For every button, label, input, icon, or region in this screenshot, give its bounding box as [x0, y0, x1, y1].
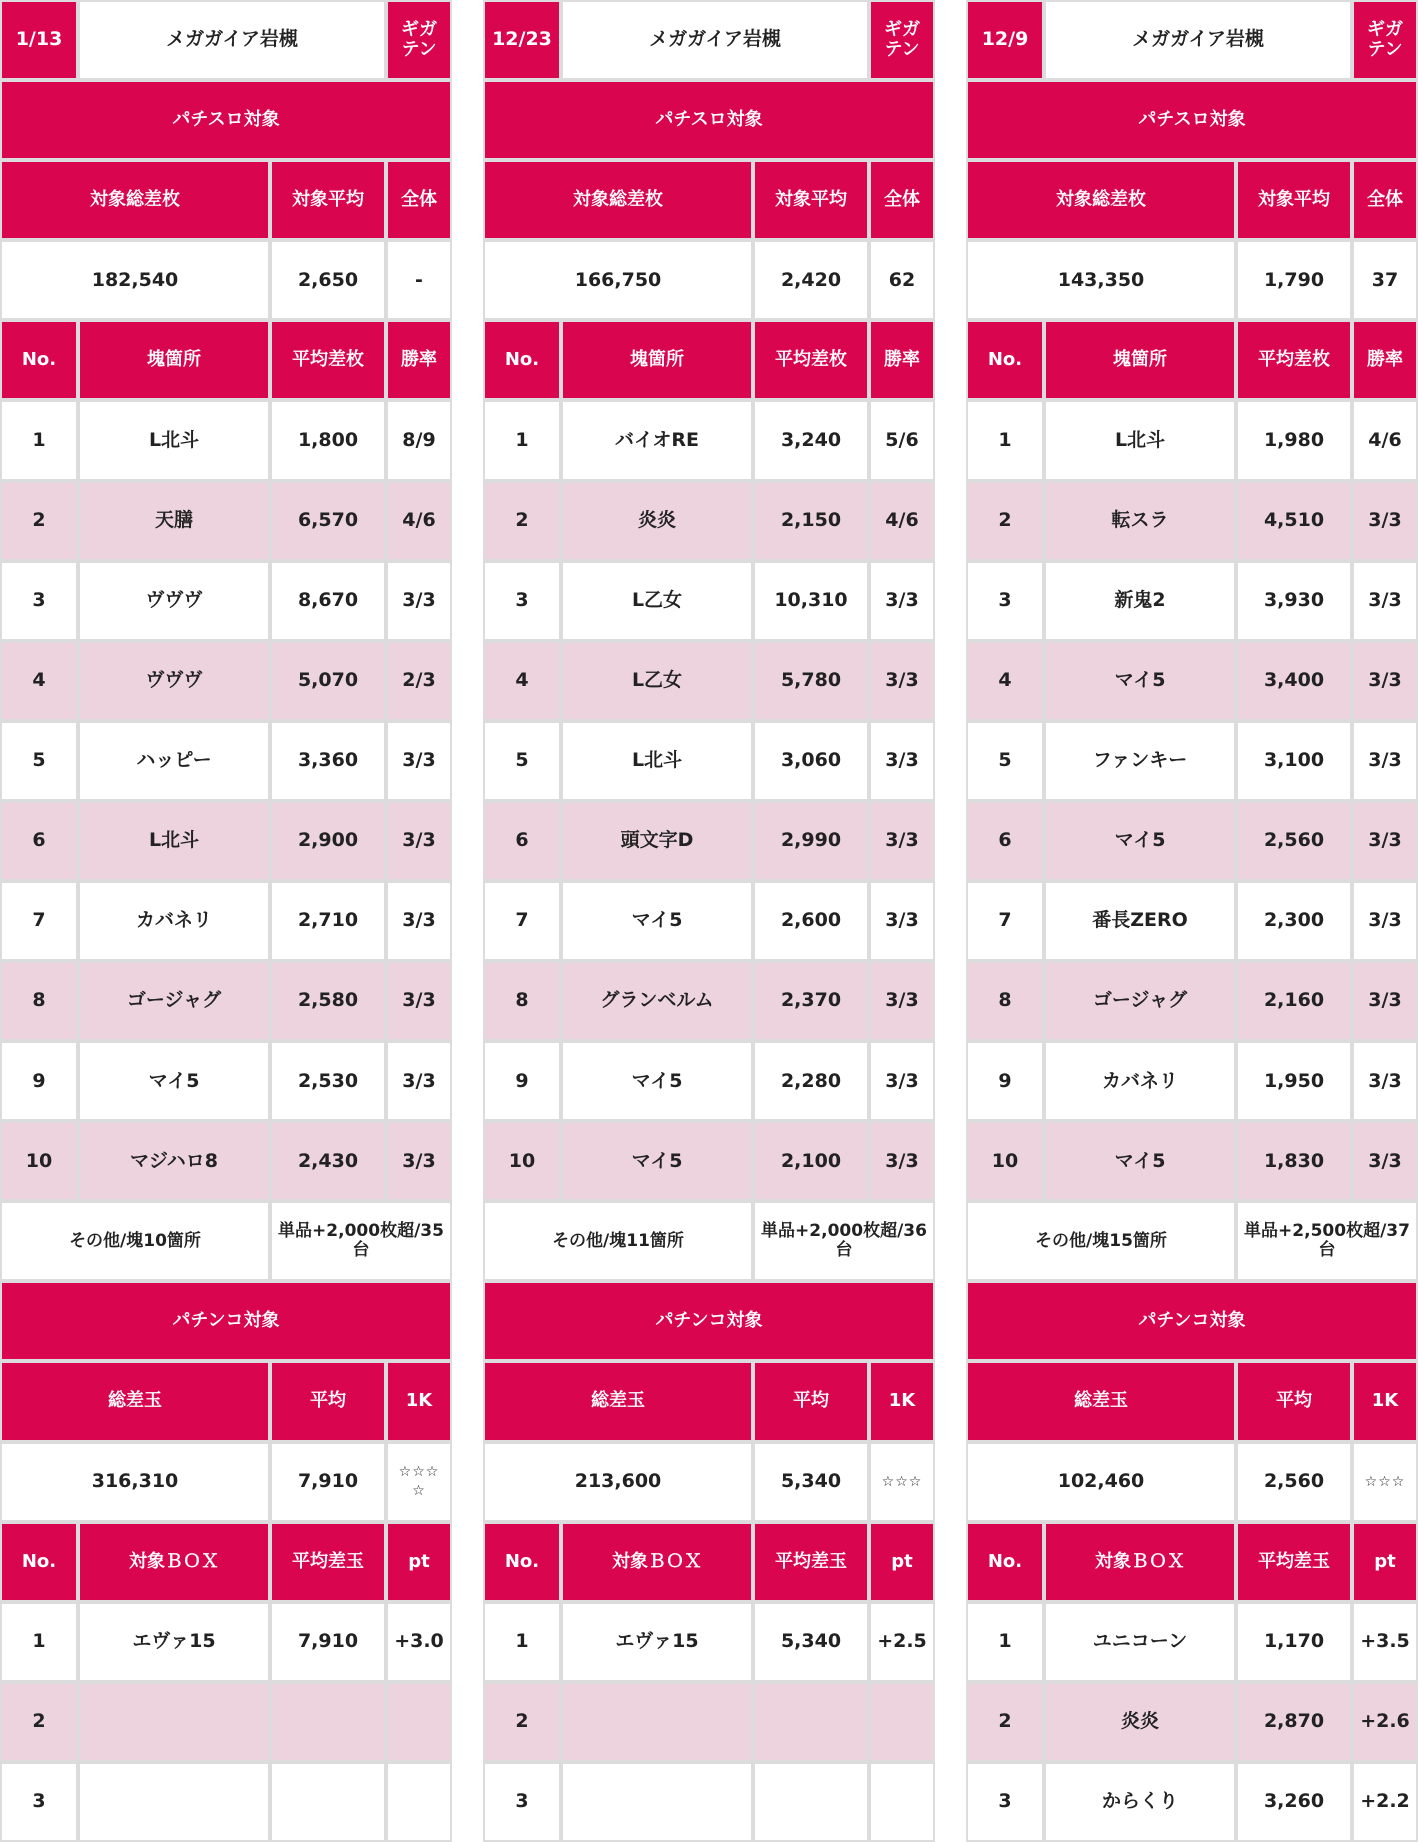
- pachinko-col-pt: pt: [1354, 1524, 1416, 1600]
- slot-row-machine: マイ5: [1046, 1123, 1234, 1199]
- slot-row-avg: 3,100: [1238, 723, 1350, 799]
- slot-row-no: 9: [968, 1043, 1042, 1119]
- slot-row-rate: 3/3: [388, 563, 450, 639]
- slot-row-avg: 1,800: [272, 402, 384, 478]
- slot-row-avg: 3,240: [755, 402, 867, 478]
- single-units-note: 単品+2,000枚超/36台: [755, 1203, 933, 1279]
- pachinko-row-no: 3: [2, 1764, 76, 1840]
- slot-row-rate: 3/3: [388, 883, 450, 959]
- slot-row-rate: 3/3: [871, 563, 933, 639]
- pachinko-col-box: 対象ＢＯＸ: [563, 1524, 751, 1600]
- slot-row-machine: マイ5: [1046, 803, 1234, 879]
- slot-col-rate: 勝率: [388, 322, 450, 398]
- pachinko-section-title: パチンコ対象: [968, 1283, 1416, 1359]
- slot-row-avg: 1,980: [1238, 402, 1350, 478]
- other-places: その他/塊15箇所: [968, 1203, 1234, 1279]
- pachinko-total-value: 316,310: [2, 1444, 268, 1520]
- pachinko-col-no: No.: [2, 1524, 76, 1600]
- pachinko-total-value: 102,460: [968, 1444, 1234, 1520]
- pachinko-col-no: No.: [485, 1524, 559, 1600]
- slot-row-avg: 2,430: [272, 1123, 384, 1199]
- other-places: その他/塊11箇所: [485, 1203, 751, 1279]
- slot-row-avg: 2,580: [272, 963, 384, 1039]
- pachinko-row-avg: 5,340: [755, 1604, 867, 1680]
- slot-row-avg: 2,710: [272, 883, 384, 959]
- slot-row-rate: 3/3: [388, 963, 450, 1039]
- slot-row-rate: 3/3: [1354, 963, 1416, 1039]
- slot-row-no: 1: [2, 402, 76, 478]
- slot-avg-header: 対象平均: [755, 162, 867, 238]
- results-panel: [966, 0, 1418, 1842]
- slot-row-no: 3: [968, 563, 1042, 639]
- slot-row-avg: 10,310: [755, 563, 867, 639]
- pachinko-row-pt: [871, 1684, 933, 1760]
- slot-row-no: 7: [2, 883, 76, 959]
- slot-row-rate: 3/3: [388, 803, 450, 879]
- slot-row-no: 2: [485, 483, 559, 559]
- slot-row-no: 2: [2, 483, 76, 559]
- slot-row-rate: 3/3: [1354, 883, 1416, 959]
- event-tag: ギガテン: [388, 2, 450, 78]
- pachinko-total-value: 213,600: [485, 1444, 751, 1520]
- pachinko-row-avg: 3,260: [1238, 1764, 1350, 1840]
- slot-row-avg: 1,950: [1238, 1043, 1350, 1119]
- pachinko-row-pt: [388, 1764, 450, 1840]
- slot-row-no: 10: [968, 1123, 1042, 1199]
- slot-row-machine: L乙女: [563, 563, 751, 639]
- slot-col-no: No.: [485, 322, 559, 398]
- slot-row-rate: 4/6: [388, 483, 450, 559]
- results-panel: [0, 0, 452, 1842]
- slot-section-title: パチスロ対象: [485, 82, 933, 158]
- slot-row-rate: 3/3: [1354, 1043, 1416, 1119]
- slot-row-avg: 3,360: [272, 723, 384, 799]
- slot-row-no: 9: [485, 1043, 559, 1119]
- slot-row-rate: 3/3: [1354, 803, 1416, 879]
- slot-total-header: 対象総差枚: [2, 162, 268, 238]
- pachinko-section-title: パチンコ対象: [485, 1283, 933, 1359]
- slot-row-rate: 3/3: [871, 1123, 933, 1199]
- slot-row-no: 3: [485, 563, 559, 639]
- slot-row-avg: 6,570: [272, 483, 384, 559]
- slot-row-no: 4: [968, 643, 1042, 719]
- slot-row-no: 8: [2, 963, 76, 1039]
- slot-row-rate: 3/3: [871, 723, 933, 799]
- slot-row-rate: 5/6: [871, 402, 933, 478]
- slot-total-header: 対象総差枚: [968, 162, 1234, 238]
- slot-row-machine: 天膳: [80, 483, 268, 559]
- pachinko-row-machine: 炎炎: [1046, 1684, 1234, 1760]
- slot-row-no: 6: [485, 803, 559, 879]
- slot-row-no: 5: [968, 723, 1042, 799]
- slot-all-header: 全体: [388, 162, 450, 238]
- pachinko-col-avg: 平均差玉: [755, 1524, 867, 1600]
- slot-avg-header: 対象平均: [272, 162, 384, 238]
- slot-row-rate: 3/3: [871, 1043, 933, 1119]
- slot-all-header: 全体: [871, 162, 933, 238]
- slot-total-header: 対象総差枚: [485, 162, 751, 238]
- pachinko-total-header: 総差玉: [485, 1363, 751, 1439]
- slot-row-rate: 3/3: [871, 643, 933, 719]
- slot-row-rate: 3/3: [871, 883, 933, 959]
- pachinko-col-pt: pt: [388, 1524, 450, 1600]
- store-name: メガガイア岩槻: [563, 2, 867, 78]
- pachinko-1k-rating: ☆☆☆: [871, 1444, 933, 1520]
- slot-row-machine: L北斗: [80, 402, 268, 478]
- slot-row-no: 3: [2, 563, 76, 639]
- slot-row-rate: 8/9: [388, 402, 450, 478]
- pachinko-row-machine: [80, 1764, 268, 1840]
- pachinko-row-no: 2: [968, 1684, 1042, 1760]
- pachinko-1k-header: 1K: [388, 1363, 450, 1439]
- pachinko-row-pt: +3.5: [1354, 1604, 1416, 1680]
- slot-avg-value: 1,790: [1238, 242, 1350, 318]
- slot-row-no: 5: [485, 723, 559, 799]
- slot-row-rate: 3/3: [1354, 723, 1416, 799]
- slot-row-rate: 3/3: [1354, 643, 1416, 719]
- slot-row-no: 4: [485, 643, 559, 719]
- pachinko-row-no: 1: [968, 1604, 1042, 1680]
- pachinko-row-pt: +2.2: [1354, 1764, 1416, 1840]
- slot-row-avg: 5,780: [755, 643, 867, 719]
- slot-col-rate: 勝率: [1354, 322, 1416, 398]
- slot-row-machine: マイ5: [563, 1123, 751, 1199]
- slot-row-no: 1: [968, 402, 1042, 478]
- slot-row-avg: 2,100: [755, 1123, 867, 1199]
- slot-row-machine: ヴヴヴ: [80, 563, 268, 639]
- slot-col-no: No.: [968, 322, 1042, 398]
- slot-row-avg: 2,900: [272, 803, 384, 879]
- slot-row-machine: マイ5: [563, 883, 751, 959]
- slot-row-rate: 3/3: [388, 723, 450, 799]
- slot-row-avg: 1,830: [1238, 1123, 1350, 1199]
- pachinko-row-machine: [80, 1684, 268, 1760]
- slot-row-avg: 3,930: [1238, 563, 1350, 639]
- single-units-note: 単品+2,500枚超/37台: [1238, 1203, 1416, 1279]
- date-badge: 1/13: [2, 2, 76, 78]
- pachinko-total-header: 総差玉: [2, 1363, 268, 1439]
- slot-row-machine: ヴヴヴ: [80, 643, 268, 719]
- pachinko-avg-header: 平均: [755, 1363, 867, 1439]
- pachinko-avg-header: 平均: [1238, 1363, 1350, 1439]
- pachinko-row-avg: [755, 1764, 867, 1840]
- slot-row-avg: 2,370: [755, 963, 867, 1039]
- slot-all-value: 37: [1354, 242, 1416, 318]
- slot-col-place: 塊箇所: [80, 322, 268, 398]
- pachinko-avg-value: 2,560: [1238, 1444, 1350, 1520]
- pachinko-col-pt: pt: [871, 1524, 933, 1600]
- slot-row-avg: 2,300: [1238, 883, 1350, 959]
- pachinko-row-no: 1: [2, 1604, 76, 1680]
- slot-row-machine: ゴージャグ: [1046, 963, 1234, 1039]
- slot-row-avg: 2,160: [1238, 963, 1350, 1039]
- slot-row-no: 7: [485, 883, 559, 959]
- pachinko-avg-value: 7,910: [272, 1444, 384, 1520]
- slot-col-place: 塊箇所: [563, 322, 751, 398]
- slot-row-avg: 2,280: [755, 1043, 867, 1119]
- pachinko-col-avg: 平均差玉: [272, 1524, 384, 1600]
- pachinko-section-title: パチンコ対象: [2, 1283, 450, 1359]
- slot-row-machine: カバネリ: [80, 883, 268, 959]
- slot-row-machine: L北斗: [1046, 402, 1234, 478]
- slot-row-avg: 8,670: [272, 563, 384, 639]
- slot-row-rate: 4/6: [871, 483, 933, 559]
- pachinko-row-machine: [563, 1764, 751, 1840]
- slot-row-no: 1: [485, 402, 559, 478]
- pachinko-row-no: 2: [485, 1684, 559, 1760]
- slot-row-machine: ハッピー: [80, 723, 268, 799]
- pachinko-row-avg: 2,870: [1238, 1684, 1350, 1760]
- pachinko-1k-rating: ☆☆☆☆: [388, 1444, 450, 1520]
- pachinko-row-machine: エヴァ15: [80, 1604, 268, 1680]
- slot-row-machine: カバネリ: [1046, 1043, 1234, 1119]
- slot-row-no: 4: [2, 643, 76, 719]
- pachinko-row-machine: ユニコーン: [1046, 1604, 1234, 1680]
- slot-section-title: パチスロ対象: [968, 82, 1416, 158]
- date-badge: 12/23: [485, 2, 559, 78]
- pachinko-row-no: 3: [968, 1764, 1042, 1840]
- slot-row-machine: 番長ZERO: [1046, 883, 1234, 959]
- slot-row-no: 8: [485, 963, 559, 1039]
- slot-row-machine: ゴージャグ: [80, 963, 268, 1039]
- pachinko-row-pt: [388, 1684, 450, 1760]
- slot-all-value: 62: [871, 242, 933, 318]
- pachinko-row-avg: 7,910: [272, 1604, 384, 1680]
- pachinko-row-machine: エヴァ15: [563, 1604, 751, 1680]
- slot-row-no: 2: [968, 483, 1042, 559]
- pachinko-1k-rating: ☆☆☆: [1354, 1444, 1416, 1520]
- slot-row-rate: 3/3: [871, 803, 933, 879]
- slot-row-machine: 新鬼2: [1046, 563, 1234, 639]
- pachinko-row-no: 2: [2, 1684, 76, 1760]
- slot-row-avg: 3,400: [1238, 643, 1350, 719]
- slot-row-machine: 頭文字D: [563, 803, 751, 879]
- slot-col-avg: 平均差枚: [272, 322, 384, 398]
- slot-row-machine: マイ5: [563, 1043, 751, 1119]
- pachinko-row-machine: からくり: [1046, 1764, 1234, 1840]
- pachinko-row-pt: +2.6: [1354, 1684, 1416, 1760]
- slot-row-no: 10: [2, 1123, 76, 1199]
- slot-row-machine: L乙女: [563, 643, 751, 719]
- slot-row-rate: 3/3: [388, 1123, 450, 1199]
- slot-row-no: 6: [968, 803, 1042, 879]
- date-badge: 12/9: [968, 2, 1042, 78]
- slot-row-machine: マジハロ8: [80, 1123, 268, 1199]
- pachinko-col-box: 対象ＢＯＸ: [80, 1524, 268, 1600]
- pachinko-row-pt: [871, 1764, 933, 1840]
- slot-col-place: 塊箇所: [1046, 322, 1234, 398]
- slot-row-no: 5: [2, 723, 76, 799]
- pachinko-row-avg: [272, 1684, 384, 1760]
- slot-row-rate: 4/6: [1354, 402, 1416, 478]
- slot-row-rate: 3/3: [1354, 483, 1416, 559]
- slot-row-avg: 3,060: [755, 723, 867, 799]
- slot-all-header: 全体: [1354, 162, 1416, 238]
- slot-row-machine: 転スラ: [1046, 483, 1234, 559]
- slot-row-rate: 3/3: [388, 1043, 450, 1119]
- slot-row-rate: 3/3: [1354, 563, 1416, 639]
- slot-section-title: パチスロ対象: [2, 82, 450, 158]
- store-name: メガガイア岩槻: [80, 2, 384, 78]
- slot-row-avg: 5,070: [272, 643, 384, 719]
- slot-avg-value: 2,650: [272, 242, 384, 318]
- store-name: メガガイア岩槻: [1046, 2, 1350, 78]
- slot-row-no: 7: [968, 883, 1042, 959]
- slot-row-no: 6: [2, 803, 76, 879]
- slot-total-value: 182,540: [2, 242, 268, 318]
- slot-col-avg: 平均差枚: [1238, 322, 1350, 398]
- slot-row-rate: 3/3: [871, 963, 933, 1039]
- event-tag: ギガテン: [1354, 2, 1416, 78]
- slot-avg-value: 2,420: [755, 242, 867, 318]
- slot-row-no: 8: [968, 963, 1042, 1039]
- pachinko-row-pt: +2.5: [871, 1604, 933, 1680]
- pachinko-row-avg: 1,170: [1238, 1604, 1350, 1680]
- slot-row-no: 9: [2, 1043, 76, 1119]
- pachinko-col-avg: 平均差玉: [1238, 1524, 1350, 1600]
- pachinko-1k-header: 1K: [871, 1363, 933, 1439]
- slot-row-machine: 炎炎: [563, 483, 751, 559]
- slot-row-machine: マイ5: [1046, 643, 1234, 719]
- pachinko-1k-header: 1K: [1354, 1363, 1416, 1439]
- slot-row-machine: L北斗: [80, 803, 268, 879]
- slot-all-value: -: [388, 242, 450, 318]
- pachinko-avg-header: 平均: [272, 1363, 384, 1439]
- slot-col-rate: 勝率: [871, 322, 933, 398]
- slot-col-avg: 平均差枚: [755, 322, 867, 398]
- event-tag: ギガテン: [871, 2, 933, 78]
- pachinko-avg-value: 5,340: [755, 1444, 867, 1520]
- slot-row-avg: 2,150: [755, 483, 867, 559]
- slot-row-avg: 2,560: [1238, 803, 1350, 879]
- slot-row-avg: 2,990: [755, 803, 867, 879]
- slot-row-rate: 3/3: [1354, 1123, 1416, 1199]
- slot-row-machine: マイ5: [80, 1043, 268, 1119]
- slot-total-value: 166,750: [485, 242, 751, 318]
- slot-row-machine: L北斗: [563, 723, 751, 799]
- slot-row-machine: グランベルム: [563, 963, 751, 1039]
- pachinko-row-no: 3: [485, 1764, 559, 1840]
- pachinko-total-header: 総差玉: [968, 1363, 1234, 1439]
- slot-col-no: No.: [2, 322, 76, 398]
- slot-row-avg: 2,600: [755, 883, 867, 959]
- pachinko-col-no: No.: [968, 1524, 1042, 1600]
- other-places: その他/塊10箇所: [2, 1203, 268, 1279]
- pachinko-col-box: 対象ＢＯＸ: [1046, 1524, 1234, 1600]
- pachinko-row-pt: +3.0: [388, 1604, 450, 1680]
- pachinko-row-avg: [272, 1764, 384, 1840]
- slot-row-machine: ファンキー: [1046, 723, 1234, 799]
- slot-row-no: 10: [485, 1123, 559, 1199]
- slot-row-avg: 2,530: [272, 1043, 384, 1119]
- slot-row-machine: バイオRE: [563, 402, 751, 478]
- pachinko-row-machine: [563, 1684, 751, 1760]
- slot-row-avg: 4,510: [1238, 483, 1350, 559]
- results-panel: [483, 0, 935, 1842]
- slot-avg-header: 対象平均: [1238, 162, 1350, 238]
- pachinko-row-no: 1: [485, 1604, 559, 1680]
- slot-total-value: 143,350: [968, 242, 1234, 318]
- pachinko-row-avg: [755, 1684, 867, 1760]
- slot-row-rate: 2/3: [388, 643, 450, 719]
- single-units-note: 単品+2,000枚超/35台: [272, 1203, 450, 1279]
